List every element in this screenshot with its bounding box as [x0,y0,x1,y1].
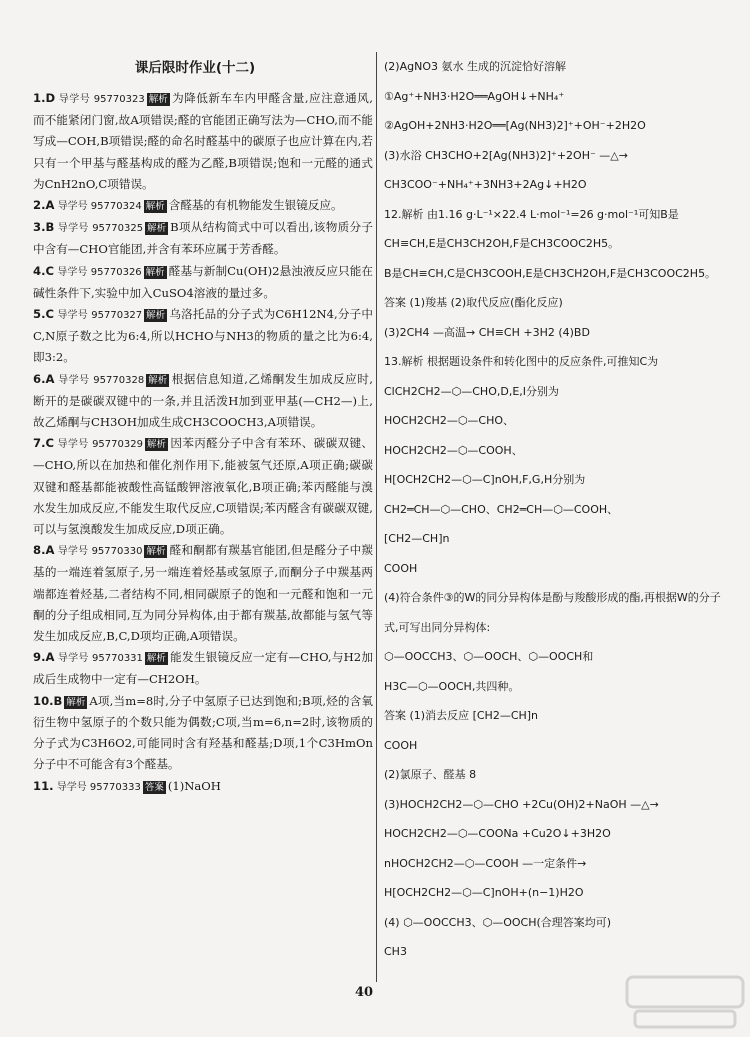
left-column [33,88,373,798]
right-line: 13.解析 根据题设条件和转化图中的反应条件,可推知C为 [384,355,659,368]
right-line: COOH [384,738,418,752]
right-line: CH3 [384,945,407,958]
right-line: HOCH2CH2—⬡—COOH、 [384,443,523,457]
right-line: ClCH2CH2—⬡—CHO,D,E,I分别为 [384,384,560,398]
right-line: B是CH≡CH,C是CH3COOH,E是CH3CH2OH,F是CH3COOC2H5。 [384,266,717,280]
right-line: HOCH2CH2—⬡—CHO、 [384,414,515,427]
item-number: 5.C [33,307,54,322]
right-line: nHOCH2CH2—⬡—COOH —一定条件→ [384,856,587,870]
answer-item [33,369,373,434]
item-text: 因苯丙醛分子中含有苯环、碳碳双键、—CHO,所以在加热和催化剂作用下,能被氢气还原,A项正确;碳碳双键和醛基都能被酸性高锰酸钾溶液氧化,B项正确;苯丙醛能与溴水发生加成反应,不能发生取代反应,C项错误;苯丙醛含有碳碳双键,可以与氢溴酸发生加成反应,D项正确。 [33,436,373,537]
right-line: (2)AgNO3 氨水 生成的沉淀恰好溶解 [384,60,566,73]
item-tag: 解析 [146,546,166,558]
item-text: A项,当m=8时,分子中氢原子已达到饱和;B项,烃的含氧衍生物中氢原子的个数只能为偶数;C项,当m=6,n=2时,该物质的分子式为C3H6O2,可能同时含有羟基和醛基;D项,1个C3HmOn分子中不可能含有3个醛基。 [33,693,373,772]
item-number: 11. [33,778,54,793]
right-line: ①Ag⁺+NH3·H2O══AgOH↓+NH₄⁺ [384,89,565,103]
item-code: 导学号 95770325 [54,223,144,235]
answer-item [33,88,373,195]
right-line: CH2═CH—⬡—CHO、CH2═CH—⬡—COOH、 [384,502,619,516]
item-text: B项从结构简式中可以看出,该物质分子中含有—CHO官能团,并含有苯环应属于芳香醛。 [33,220,373,257]
item-tag: 解析 [146,310,166,322]
answer-item [33,217,373,260]
item-text: 含醛基的有机物能发生银镜反应。 [168,198,343,213]
item-tag: 解析 [148,374,168,386]
item-text: 醛和酮都有羰基官能团,但是醛分子中羰基的一端连着氢原子,另一端连着烃基或氢原子,而酮分子中羰基两端都连着烃基,二者结构不同,相同碳原子的饱和一元醛和饱和一元酮的分子组成相同,互为同分异构体,由于都有羰基,故都能与氢气等发生加成反应,B,C,D项均正确,A项错误。 [33,543,373,644]
item-tag: 答案 [144,781,164,793]
right-line: (3)水浴 CH3CHO+2[Ag(NH3)2]⁺+2OH⁻ —△→ [384,148,628,162]
item-tag: 解析 [66,696,86,708]
answer-item [33,304,373,369]
right-line: 答案 (1)羧基 (2)取代反应(酯化反应) [384,296,563,309]
item-code: 导学号 95770328 [54,374,145,386]
page-title: 课后限时作业(十二) [134,60,256,76]
right-line: H[OCH2CH2—⬡—C]nOH,F,G,H分别为 [384,473,586,486]
watermark-logo [625,975,745,1030]
item-code: 导学号 95770331 [54,653,143,665]
item-tag: 解析 [147,223,167,235]
item-number: 7.C [33,436,54,451]
right-column [384,52,724,967]
answer-item [33,776,373,798]
item-code: 导学号 95770326 [53,266,142,278]
item-tag: 解析 [145,266,165,278]
item-tag: 解析 [146,439,166,451]
right-line: ⬡—OOCCH3、⬡—OOCH、⬡—OOCH和 [384,650,594,663]
answer-item [33,433,373,540]
right-line: (3)HOCH2CH2—⬡—CHO +2Cu(OH)2+NaOH —△→ [384,797,659,811]
right-line: HOCH2CH2—⬡—COONa +Cu2O↓+3H2O [384,827,611,840]
right-line: (4) ⬡—OOCCH3、⬡—OOCH(合理答案均可) [384,915,612,929]
item-text: 为降低新车车内甲醛含量,应注意通风,而不能紧闭门窗,故A项错误;醛的官能团正确写法为—CHO,而不能写成—COH,B项错误;醛的命名时醛基中的碳原子也应计算在内,若只有一个甲基与醛基构成的醛为乙醛,B项错误;饱和一元醛的通式为CnH2nO,C项错误。 [33,91,373,191]
answer-item [33,195,373,217]
item-tag: 解析 [145,201,165,213]
answer-item [33,647,373,690]
right-line: CH3COO⁻+NH₄⁺+3NH3+2Ag↓+H2O [384,178,587,191]
item-text: 能发生银镜反应一定有—CHO,与H2加成后生成物中一定有—CH2OH。 [33,650,373,687]
item-code: 导学号 95770324 [54,201,142,213]
item-tag: 解析 [148,94,168,105]
item-number: 3.B [33,220,55,235]
right-line: (3)2CH4 —高温→ CH≡CH +3H2 (4)BD [384,325,590,339]
item-code: 导学号 95770333 [53,781,141,793]
item-text: 乌洛托品的分子式为C6H12N4,分子中C,N原子数之比为6:4,所以HCHO与NH3的物质的量之比为6:4,即3:2。 [33,307,373,365]
item-text: (1)NaOH [167,778,221,793]
item-code: 导学号 95770323 [55,94,145,105]
item-number: 6.A [33,371,55,386]
right-line: H3C—⬡—OOCH,共四种。 [384,679,520,693]
right-line: (2)氯原子、醛基 8 [384,768,477,781]
page-number: 40 [355,985,374,1000]
item-tag: 解析 [146,653,166,665]
item-code: 导学号 95770327 [53,310,143,322]
answer-item [33,691,373,776]
right-line: (4)符合条件③的W的同分异构体是酚与羧酸形成的酯,再根据W的分子式,可写出同分异构体: [384,591,721,634]
answer-item [33,261,373,304]
right-line: 答案 (1)消去反应 [CH2—CH]n [384,709,539,722]
item-number: 2.A [33,198,55,213]
item-text: 根据信息知道,乙烯酮发生加成反应时,断开的是碳碳双键中的一条,并且活泼H加到亚甲基(—CH2—)上,故乙烯酮与CH3OH加成生成CH3COOCH3,A项错误。 [33,371,373,430]
column-divider [376,52,377,982]
item-code: 导学号 95770330 [54,546,143,558]
answer-item [33,540,373,647]
right-line: ②AgOH+2NH3·H2O══[Ag(NH3)2]⁺+OH⁻+2H2O [384,119,646,132]
item-number: 4.C [33,263,54,278]
right-line: COOH [384,561,418,575]
item-number: 1.D [33,91,56,105]
item-number: 8.A [33,543,55,558]
item-number: 9.A [33,650,55,665]
item-number: 10.B [33,693,63,708]
right-line: H[OCH2CH2—⬡—C]nOH+(n−1)H2O [384,886,584,899]
right-line: 12.解析 由1.16 g·L⁻¹×22.4 L·mol⁻¹=26 g·mol⁻¹可知B是CH≡CH,E是CH3CH2OH,F是CH3COOC2H5。 [384,207,679,250]
item-text: 醛基与新制Cu(OH)2悬浊液反应只能在碱性条件下,实验中加入CuSO4溶液的量过多。 [33,263,373,300]
item-code: 导学号 95770329 [53,439,143,451]
right-line: [CH2—CH]n [384,532,450,545]
